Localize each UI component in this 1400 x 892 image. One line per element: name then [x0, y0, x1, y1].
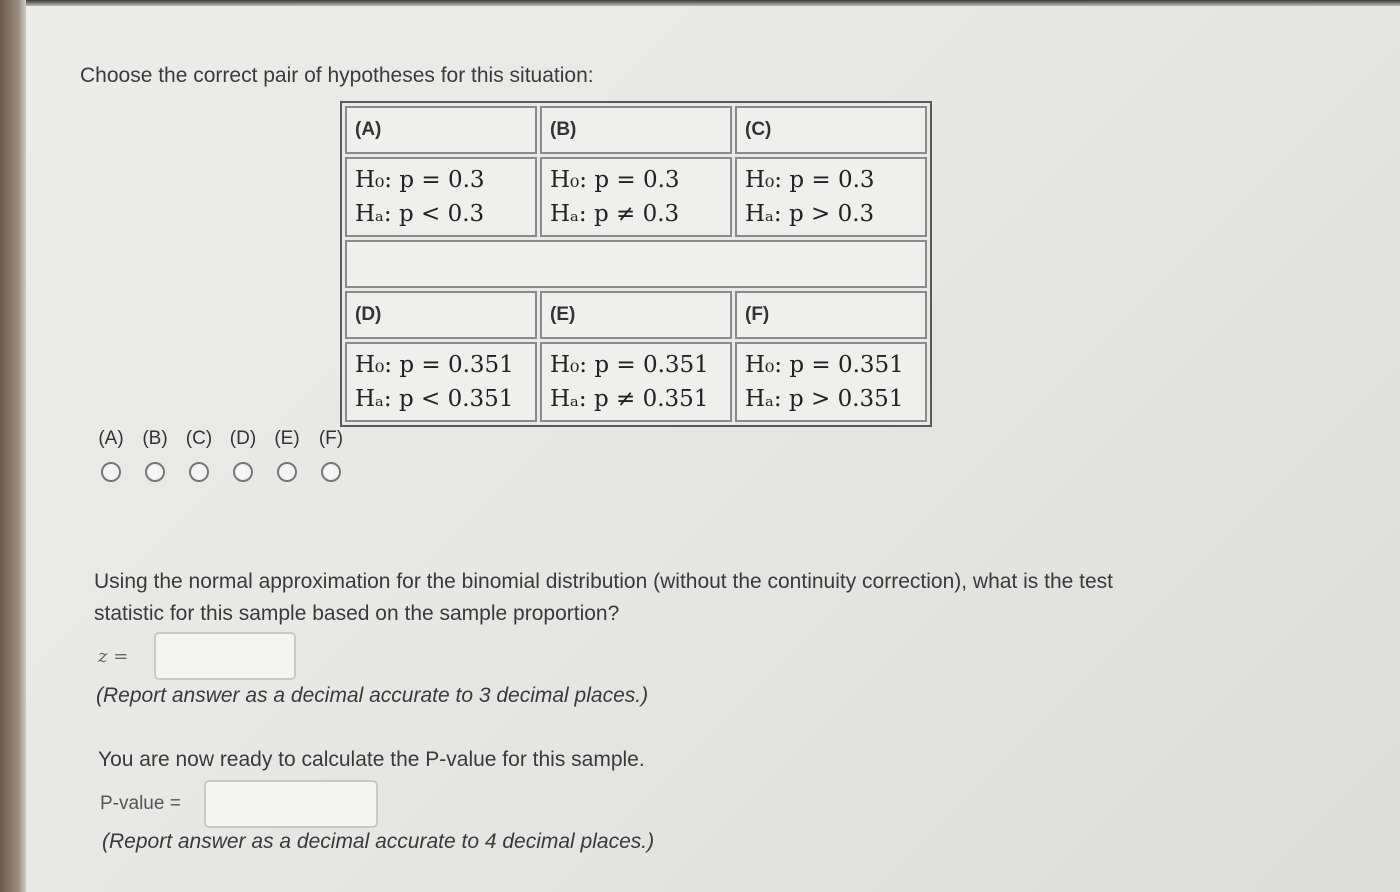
- option-b-hypotheses: [540, 157, 732, 237]
- z-answer-row: [98, 632, 296, 680]
- choice-c[interactable]: [184, 428, 214, 482]
- option-d-null: H₀: p = 0.351: [355, 352, 514, 378]
- z-input[interactable]: [154, 632, 296, 680]
- choice-d-radio[interactable]: [233, 462, 253, 482]
- option-c-header: (C): [735, 106, 927, 154]
- option-e-alt: Hₐ: p ≠ 0.351: [550, 386, 709, 412]
- option-b-alt: Hₐ: p ≠ 0.3: [550, 201, 680, 227]
- option-b-null: H₀: p = 0.3: [550, 167, 680, 193]
- pvalue-input[interactable]: [204, 780, 378, 828]
- test-statistic-question: Using the normal approximation for the binomial distribution (without the continuity correction), what is the test statistic for this sample based on the sample proportion?: [94, 570, 1113, 625]
- option-f-header: (F): [735, 291, 927, 339]
- option-c-hypotheses: [735, 157, 927, 237]
- hypothesis-choices: [96, 428, 346, 482]
- choice-f-radio[interactable]: [321, 462, 341, 482]
- option-d-alt: Hₐ: p < 0.351: [355, 386, 514, 412]
- spacer-row: [345, 240, 927, 288]
- choice-e-label: (E): [274, 428, 300, 449]
- option-c-alt: Hₐ: p > 0.3: [745, 201, 875, 227]
- choice-c-label: (C): [185, 428, 213, 449]
- option-a-hypotheses: [345, 157, 537, 237]
- option-e-hypotheses: [540, 342, 732, 422]
- header-row-2: [345, 291, 927, 339]
- choice-d-label: (D): [229, 428, 257, 449]
- choice-a[interactable]: [96, 428, 126, 482]
- z-label: z =: [98, 645, 129, 667]
- option-a-alt: Hₐ: p < 0.3: [355, 201, 485, 227]
- choice-b-label: (B): [142, 428, 168, 449]
- choice-c-radio[interactable]: [189, 462, 209, 482]
- z-precision-note: (Report answer as a decimal accurate to 3 decimal places.): [96, 684, 649, 707]
- hypotheses-table: [340, 101, 932, 427]
- pvalue-question: You are now ready to calculate the P-value for this sample.: [98, 748, 645, 771]
- hypotheses-row-2: [345, 342, 927, 422]
- pvalue-precision-note: (Report answer as a decimal accurate to 4 decimal places.): [102, 830, 655, 853]
- option-a-null: H₀: p = 0.3: [355, 167, 485, 193]
- header-row-1: [345, 106, 927, 154]
- choice-e[interactable]: [272, 428, 302, 482]
- choice-f[interactable]: [316, 428, 346, 482]
- option-e-header: (E): [540, 291, 732, 339]
- option-f-null: H₀: p = 0.351: [745, 352, 904, 378]
- choice-e-radio[interactable]: [277, 462, 297, 482]
- pvalue-answer-row: [100, 780, 378, 828]
- option-d-header: (D): [345, 291, 537, 339]
- option-f-alt: Hₐ: p > 0.351: [745, 386, 904, 412]
- screen-left-edge: [0, 0, 26, 892]
- spacer-cell: [345, 240, 927, 288]
- choice-f-label: (F): [318, 428, 344, 449]
- choice-a-radio[interactable]: [101, 462, 121, 482]
- option-f-hypotheses: [735, 342, 927, 422]
- hypotheses-prompt: Choose the correct pair of hypotheses for this situation:: [80, 64, 594, 87]
- pvalue-label: P-value =: [100, 793, 181, 814]
- option-a-header: (A): [345, 106, 537, 154]
- choice-b-radio[interactable]: [145, 462, 165, 482]
- choice-a-label: (A): [98, 428, 124, 449]
- option-c-null: H₀: p = 0.3: [745, 167, 875, 193]
- choice-d[interactable]: [228, 428, 258, 482]
- option-e-null: H₀: p = 0.351: [550, 352, 709, 378]
- hypotheses-row-1: [345, 157, 927, 237]
- option-d-hypotheses: [345, 342, 537, 422]
- option-b-header: (B): [540, 106, 732, 154]
- choice-b[interactable]: [140, 428, 170, 482]
